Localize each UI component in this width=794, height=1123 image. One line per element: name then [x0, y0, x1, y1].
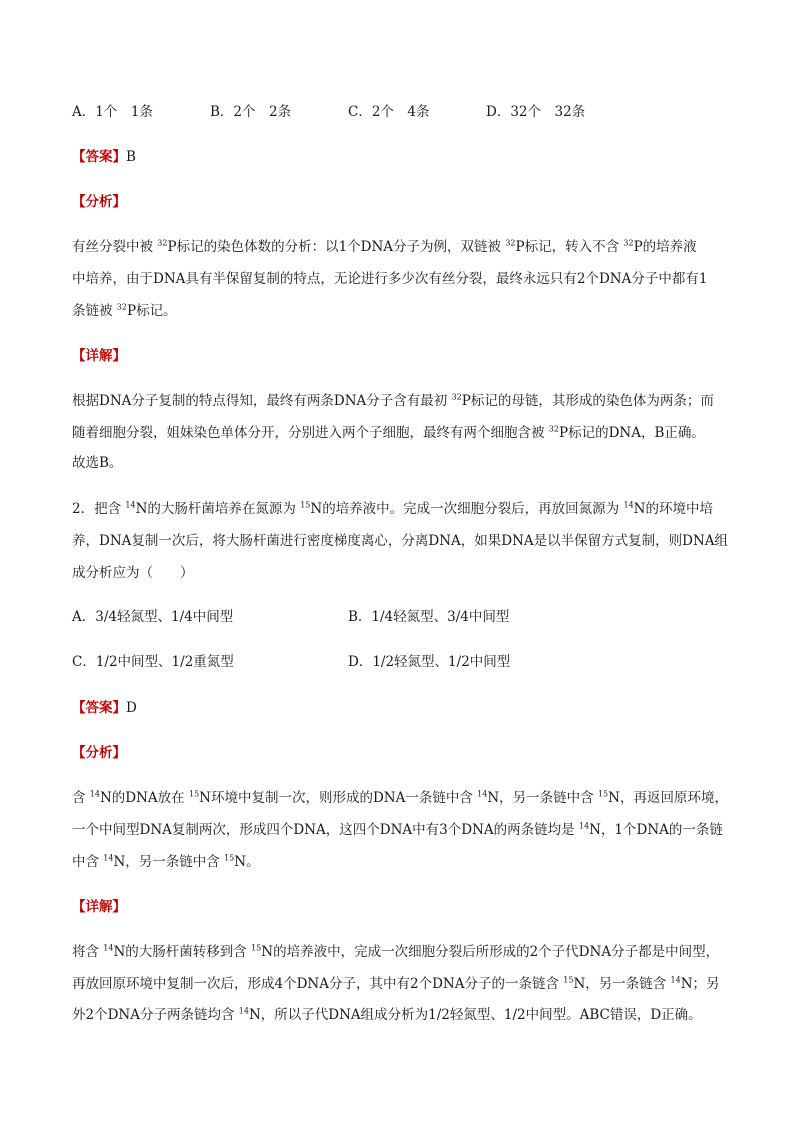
isotope-mass-number: 14 [578, 821, 590, 831]
text-segment: 故选B。 [72, 455, 123, 471]
q2-stem-line [72, 563, 194, 583]
text-segment: 根据DNA分子复制的特点得知，最终有两条DNA分子含有最初 [72, 393, 452, 409]
text-segment: N，1个DNA的一条链 [589, 822, 723, 838]
isotope-mass-number: 15 [597, 789, 609, 799]
text-segment: N，另一条链中含 [487, 790, 598, 806]
q2-analysis-line [72, 852, 260, 872]
q1-detail-line [72, 453, 122, 473]
isotope-mass-number: 14 [670, 975, 681, 985]
q2-analysis-line [72, 788, 728, 808]
isotope-mass-number: 32 [505, 238, 516, 248]
q1-analysis-label: 【分析】 [72, 194, 126, 210]
q1-detail-line [72, 391, 714, 411]
q2-analysis-label: 【分析】 [72, 745, 126, 761]
text-segment: N，另一条链含 [573, 976, 671, 992]
text-segment: N的环境中培 [633, 501, 713, 517]
isotope-mass-number: 32 [116, 302, 127, 312]
text-segment: 2．把含 [72, 501, 126, 517]
text-segment: N的DNA放在 [99, 790, 189, 806]
q2-detail-label: 【详解】 [72, 899, 126, 915]
text-segment: 一个中间型DNA复制两次，形成四个DNA，这四个DNA中有3个DNA的两条链均是 [72, 822, 579, 838]
q1-option-c: C．2个 4条 [348, 104, 430, 120]
isotope-mass-number: 15 [188, 789, 200, 799]
isotope-mass-number: 14 [238, 1006, 249, 1016]
text-segment: P标记的母链，其形成的染色体为两条；而 [461, 393, 714, 409]
isotope-mass-number: 15 [224, 853, 235, 863]
q1-answer-value: B [126, 149, 136, 165]
isotope-mass-number: 14 [125, 500, 136, 510]
text-segment: 中含 [72, 854, 104, 870]
isotope-mass-number: 14 [89, 789, 100, 799]
q1-option-b: B．2个 2条 [210, 104, 292, 120]
q2-option-d: D．1/2轻氮型、1/2中间型 [348, 654, 511, 670]
q2-stem-line [72, 531, 728, 551]
text-segment: 随着细胞分裂，姐妹染色单体分开，分别进入两个子细胞，最终有两个细胞含被 [72, 425, 549, 441]
text-segment: N的大肠杆菌转移到含 [113, 944, 252, 960]
text-segment: 含 [72, 790, 90, 806]
q1-analysis-line [72, 237, 697, 257]
isotope-mass-number: 15 [563, 975, 574, 985]
isotope-mass-number: 14 [623, 500, 634, 510]
isotope-mass-number: 15 [300, 500, 311, 510]
isotope-mass-number: 32 [548, 424, 559, 434]
text-segment: 有丝分裂中被 [72, 239, 158, 255]
q2-stem-line [72, 499, 713, 519]
text-segment: N，所以子代DNA组成分析为1/2轻氮型、1/2中间型。ABC错误，D正确。 [248, 1007, 702, 1023]
q1-analysis-line [72, 301, 177, 321]
text-segment: N，另一条链中含 [113, 854, 225, 870]
isotope-mass-number: 14 [103, 943, 114, 953]
isotope-mass-number: 32 [623, 238, 634, 248]
text-segment: 成分析应为（ ） [72, 565, 194, 581]
text-segment: N；另 [680, 976, 720, 992]
text-segment: N的培养液中，完成一次细胞分裂后所形成的2个子代DNA分子都是中间型， [261, 944, 720, 960]
q2-answer: 【答案】D [72, 700, 137, 716]
text-segment: N。 [234, 854, 260, 870]
text-segment: 再放回原环境中复制一次后，形成4个DNA分子，其中有2个DNA分子的一条链含 [72, 976, 564, 992]
q1-detail-line [72, 423, 705, 443]
q2-detail-line [72, 974, 720, 994]
q2-option-b: B．1/4轻氮型、3/4中间型 [348, 609, 510, 625]
isotope-mass-number: 32 [451, 392, 462, 402]
q1-answer: 【答案】B [72, 149, 136, 165]
q1-detail-label: 【详解】 [72, 348, 126, 364]
text-segment: 中培养，由于DNA具有半保留复制的特点，无论进行多少次有丝分裂，最终永远只有2个DNA分子中都有1 [72, 271, 708, 287]
text-segment: 外2个DNA分子两条链均含 [72, 1007, 239, 1023]
q2-detail-line [72, 942, 719, 962]
q2-detail-line [72, 1005, 702, 1025]
text-segment: 条链被 [72, 303, 117, 319]
text-segment: N的培养液中。完成一次细胞分裂后，再放回氮源为 [310, 501, 624, 517]
text-segment: 养，DNA复制一次后，将大肠杆菌进行密度梯度离心，分离DNA，如果DNA是以半保留方式复制，则DNA组 [72, 533, 729, 549]
isotope-mass-number: 14 [103, 853, 114, 863]
text-segment: 将含 [72, 944, 104, 960]
q2-option-a: A．3/4轻氮型、1/4中间型 [72, 609, 234, 625]
text-segment: P标记，转入不含 [515, 239, 624, 255]
text-segment: P标记。 [126, 303, 177, 319]
text-segment: P标记的DNA，B正确。 [558, 425, 705, 441]
isotope-mass-number: 32 [157, 238, 168, 248]
text-segment: P标记的染色体数的分析：以1个DNA分子为例，双链被 [167, 239, 506, 255]
text-segment: P的培养液 [633, 239, 697, 255]
q1-option-a: A．1个 1条 [72, 104, 153, 120]
q2-analysis-line [72, 820, 723, 840]
q2-answer-value: D [126, 700, 137, 716]
q1-option-d: D．32个 32条 [486, 104, 586, 120]
text-segment: N环境中复制一次，则形成的DNA一条链中含 [199, 790, 478, 806]
text-segment: N，再返回原环境， [608, 790, 728, 806]
isotope-mass-number: 15 [251, 943, 262, 953]
isotope-mass-number: 14 [477, 789, 488, 799]
q2-option-c: C．1/2中间型、1/2重氮型 [72, 654, 234, 670]
q1-analysis-line [72, 269, 707, 289]
text-segment: N的大肠杆菌培养在氮源为 [135, 501, 301, 517]
